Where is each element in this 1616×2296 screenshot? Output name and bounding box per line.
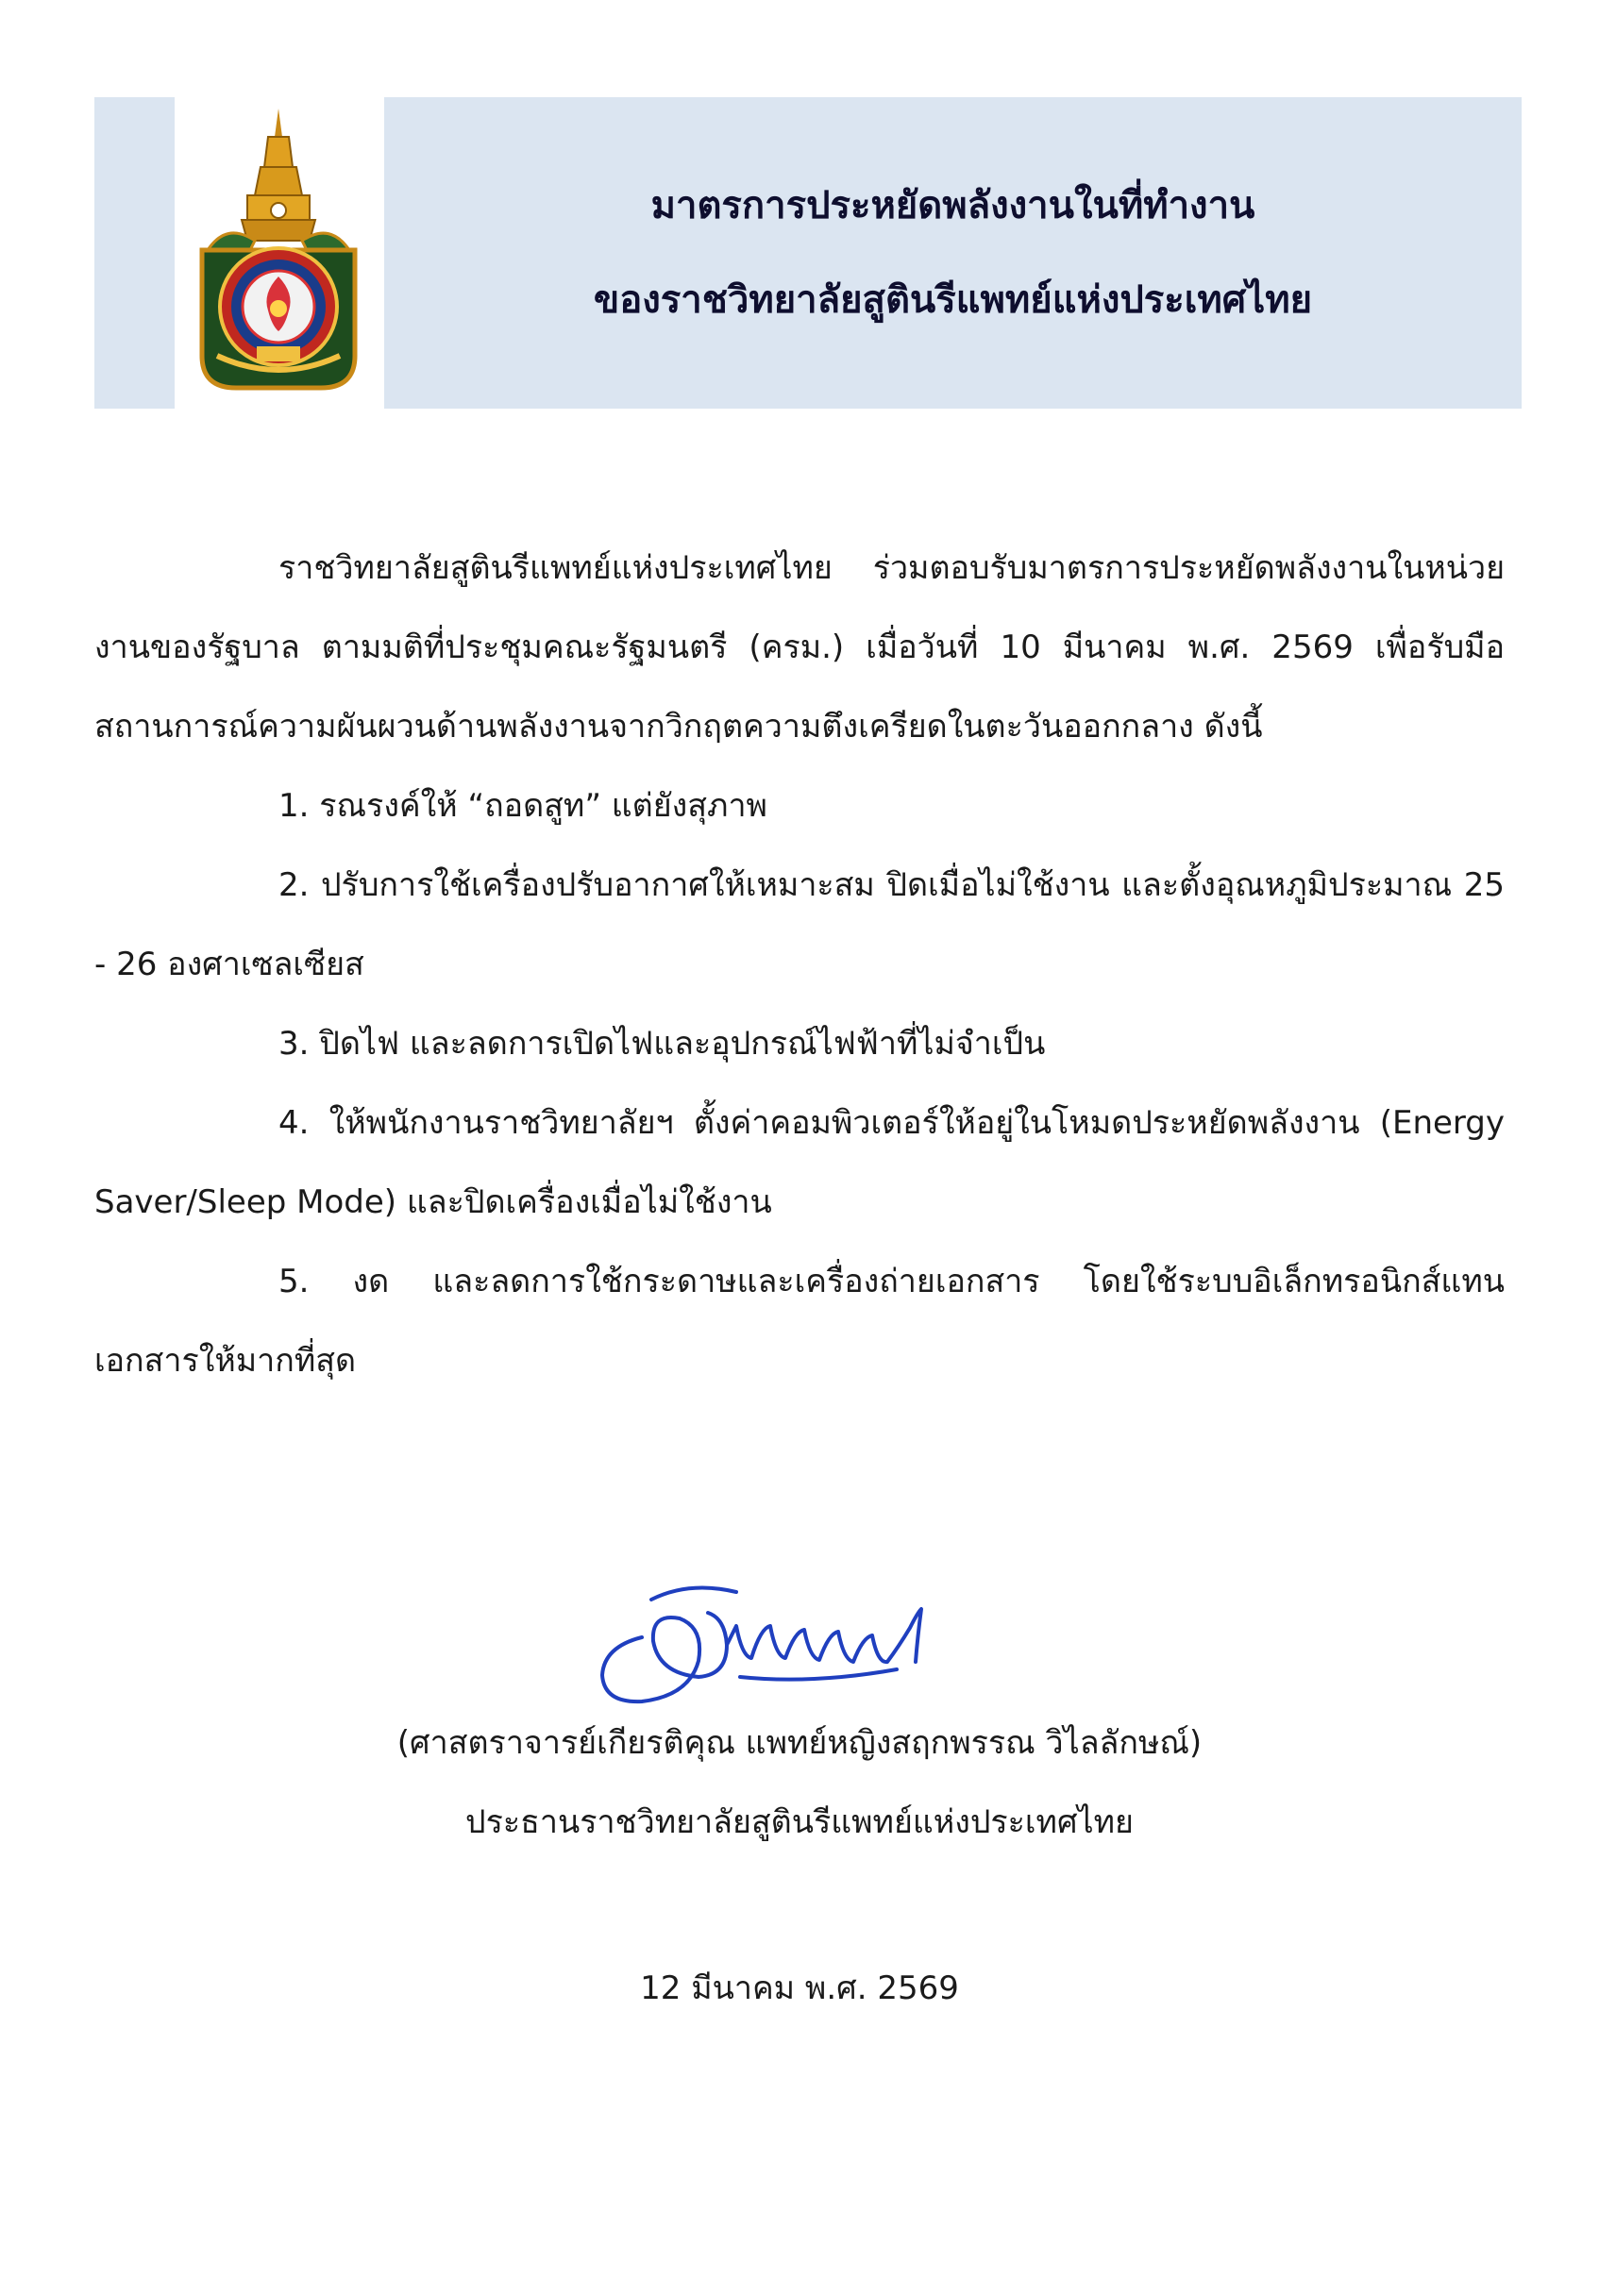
title-line-2: ของราชวิทยาลัยสูตินรีแพทย์แห่งประเทศไทย [593, 278, 1313, 322]
signer-name: (ศาสตราจารย์เกียรติคุณ แพทย์หญิงสฤกพรรณ วิไลลักษณ์) [396, 1724, 1203, 1762]
header-bar-left [94, 97, 175, 409]
signature-icon [585, 1571, 1001, 1722]
intro-paragraph: ราชวิทยาลัยสูตินรีแพทย์แห่งประเทศไทย ร่วมตอบรับมาตรการประหยัดพลังงานในหน่วยงานของรัฐบาล ตามมติที่ประชุมคณะรัฐมนตรี (ครม.) เมื่อวันที่ 10 มีนาคม พ.ศ. 2569 เพื่อรับมือสถานการณ์ความผันผวนด้านพลังงานจากวิกฤตความตึงเครียดในตะวันออกกลาง ดังนี้ [94, 549, 1505, 746]
document-title [384, 97, 1522, 409]
list-item-3: 3. ปิดไฟ และลดการเปิดไฟและอุปกรณ์ไฟฟ้าที่ไม่จำเป็น [278, 1025, 1046, 1063]
document-header [94, 97, 1522, 409]
list-item-5: 5. งด และลดการใช้กระดาษและเครื่องถ่ายเอกสาร โดยใช้ระบบอิเล็กทรอนิกส์แทนเอกสารให้มากที่สุด [94, 1263, 1505, 1380]
college-crest-icon [189, 109, 368, 397]
list-item-1: 1. รณรงค์ให้ “ถอดสูท” แต่ยังสุภาพ [278, 787, 767, 825]
document-date: 12 มีนาคม พ.ศ. 2569 [640, 1969, 959, 2007]
list-item-4: 4. ให้พนักงานราชวิทยาลัยฯ ตั้งค่าคอมพิวเตอร์ให้อยู่ในโหมดประหยัดพลังงาน (Energy Saver/Sleep Mode) และปิดเครื่องเมื่อไม่ใช้งาน [94, 1104, 1505, 1221]
document-body [94, 528, 1505, 1400]
title-line-1: มาตรการประหยัดพลังงานในที่ทำงาน [650, 184, 1255, 227]
signature-block [94, 1703, 1505, 1862]
signer-position: ประธานราชวิทยาลัยสูตินรีแพทย์แห่งประเทศไทย [465, 1803, 1134, 1841]
list-item-2: 2. ปรับการใช้เครื่องปรับอากาศให้เหมาะสม ปิดเมื่อไม่ใช้งาน และตั้งอุณหภูมิประมาณ 25 - 26 องศาเซลเซียส [94, 866, 1505, 983]
